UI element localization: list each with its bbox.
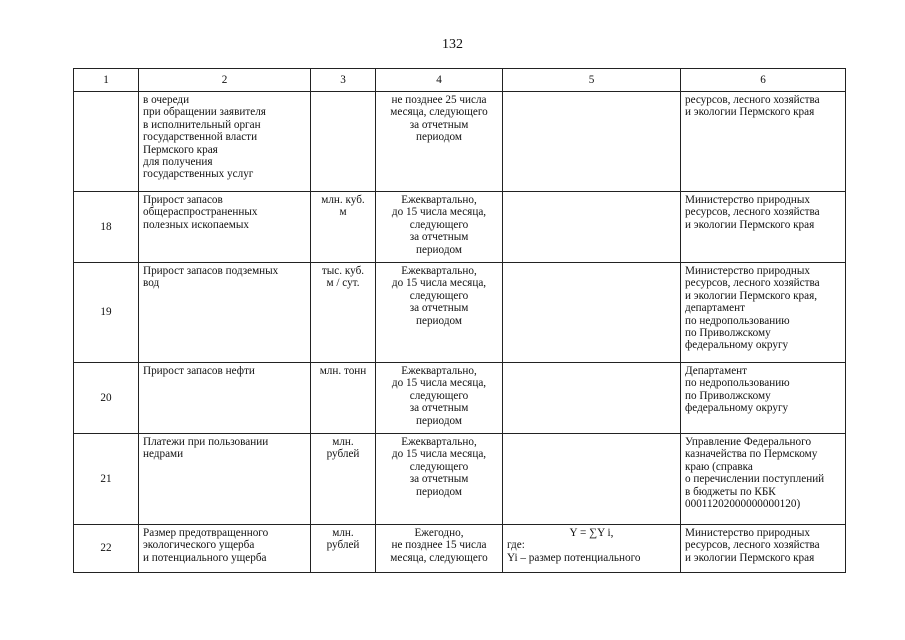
unit-cell: млн. рублей — [311, 525, 376, 573]
row-number-cell: 18 — [74, 192, 139, 263]
table-row — [74, 434, 846, 525]
unit-cell — [311, 92, 376, 192]
indicator-name-cell: Платежи при пользовании недрами — [139, 434, 311, 525]
formula-cell — [503, 525, 681, 573]
table-row — [74, 263, 846, 363]
column-number-row — [74, 69, 846, 92]
formula-expression: Y = ∑Y i, — [569, 527, 614, 539]
source-cell: Министерство природных ресурсов, лесного хозяйства и экологии Пермского края, департамент по недропользованию по Приволжскому федеральному округу — [681, 263, 846, 363]
unit-cell: млн. тонн — [311, 363, 376, 434]
table-row — [74, 92, 846, 192]
frequency-cell: Ежеквартально, до 15 числа месяца, следующего за отчетным периодом — [376, 434, 503, 525]
formula-cell — [503, 363, 681, 434]
column-header-2: 2 — [139, 69, 311, 92]
table-row — [74, 363, 846, 434]
unit-cell: тыс. куб. м / сут. — [311, 263, 376, 363]
formula-cell — [503, 192, 681, 263]
source-cell: Управление Федерального казначейства по Пермскому краю (справка о перечислении поступлений в бюджеты по КБК 00011202000000000120) — [681, 434, 846, 525]
row-number-cell: 21 — [74, 434, 139, 525]
indicator-name-cell: в очереди при обращении заявителя в исполнительный орган государственной власти Пермского края для получения государственных услуг — [139, 92, 311, 192]
frequency-cell: Ежеквартально, до 15 числа месяца, следующего за отчетным периодом — [376, 363, 503, 434]
unit-cell: млн. куб. м — [311, 192, 376, 263]
column-header-4: 4 — [376, 69, 503, 92]
row-number-cell: 20 — [74, 363, 139, 434]
table-row — [74, 192, 846, 263]
unit-cell: млн. рублей — [311, 434, 376, 525]
formula-explanation: где: Yi – размер потенциального — [507, 539, 641, 564]
formula-cell — [503, 434, 681, 525]
row-number-cell: 19 — [74, 263, 139, 363]
source-cell: ресурсов, лесного хозяйства и экологии Пермского края — [681, 92, 846, 192]
column-header-1: 1 — [74, 69, 139, 92]
indicator-name-cell: Размер предотвращенного экологического ущерба и потенциального ущерба — [139, 525, 311, 573]
row-number-cell — [74, 92, 139, 192]
column-header-3: 3 — [311, 69, 376, 92]
page-number: 132 — [442, 37, 463, 52]
indicator-name-cell: Прирост запасов нефти — [139, 363, 311, 434]
frequency-cell: Ежеквартально, до 15 числа месяца, следующего за отчетным периодом — [376, 263, 503, 363]
table-row — [74, 525, 846, 573]
indicator-table — [73, 68, 846, 573]
frequency-cell: Ежеквартально, до 15 числа месяца, следующего за отчетным периодом — [376, 192, 503, 263]
row-number-cell: 22 — [74, 525, 139, 573]
formula-cell — [503, 263, 681, 363]
frequency-cell: Ежегодно, не позднее 15 числа месяца, следующего — [376, 525, 503, 573]
source-cell: Министерство природных ресурсов, лесного хозяйства и экологии Пермского края — [681, 525, 846, 573]
indicator-name-cell: Прирост запасов подземных вод — [139, 263, 311, 363]
source-cell: Департамент по недропользованию по Приволжскому федеральному округу — [681, 363, 846, 434]
indicator-name-cell: Прирост запасов общераспространенных полезных ископаемых — [139, 192, 311, 263]
source-cell: Министерство природных ресурсов, лесного хозяйства и экологии Пермского края — [681, 192, 846, 263]
column-header-6: 6 — [681, 69, 846, 92]
column-header-5: 5 — [503, 69, 681, 92]
frequency-cell: не позднее 25 числа месяца, следующего за отчетным периодом — [376, 92, 503, 192]
formula-cell — [503, 92, 681, 192]
